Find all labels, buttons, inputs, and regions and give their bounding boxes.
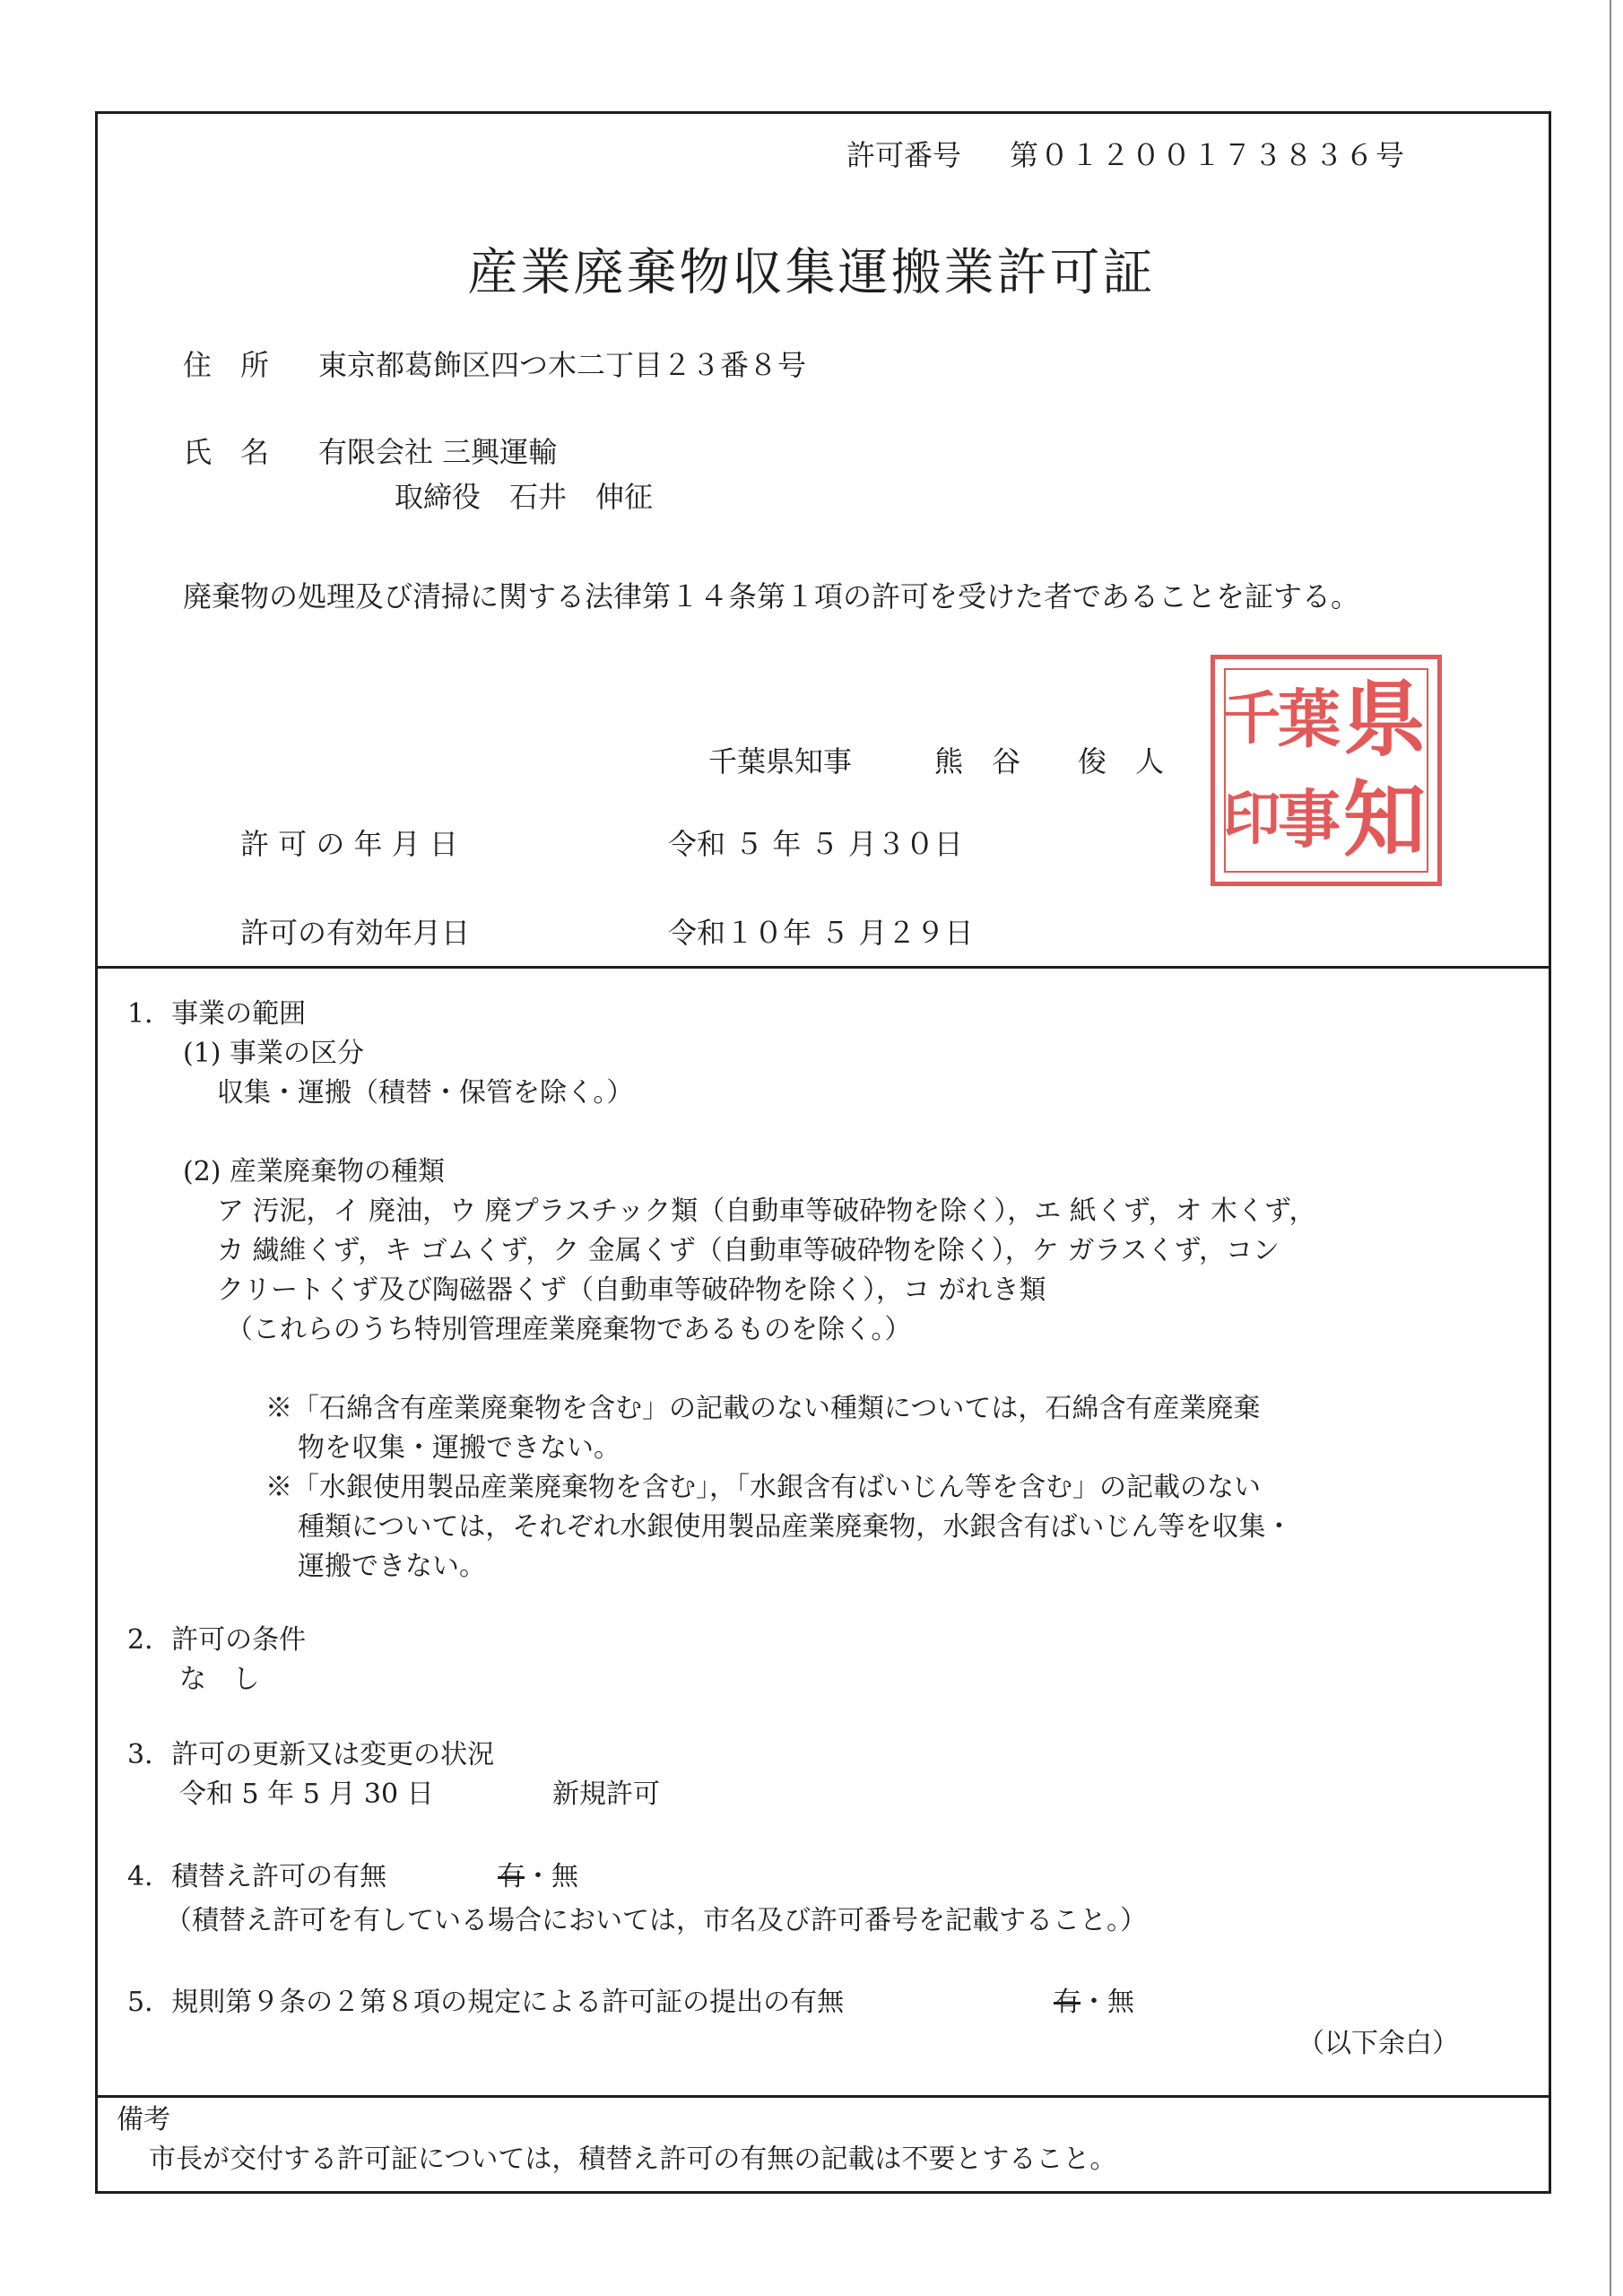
section-3-date: 令和 5 年 5 月 30 日 (179, 1779, 434, 1810)
mercury-note: 種類については，それぞれ水銀使用製品産業廃棄物，水銀含有ばいじん等を収集・ (298, 1511, 1293, 1543)
mercury-note: 運搬できない。 (298, 1551, 486, 1582)
address-label: 住 所 (183, 348, 270, 382)
section-2-title: 2．許可の条件 (127, 1624, 307, 1656)
option-yes-struck: 有 (1054, 1987, 1081, 2018)
section-5-title: 5．規則第９条の２第８項の規定による許可証の提出の有無 (127, 1987, 845, 2018)
permit-number-value: 第０１２００１７３８３６号 (1010, 138, 1407, 172)
waste-types-line: ア 汚泥，イ 廃油，ウ 廃プラスチック類（自動車等破砕物を除く），エ 紙くず，オ 木くず， (217, 1196, 1316, 1227)
section-4-choice (498, 1857, 578, 1897)
section-4-note: （積替え許可を有している場合においては，市名及び許可番号を記載すること。） (165, 1905, 1147, 1936)
option-separator: ・ (1081, 1987, 1107, 2018)
company-name: 有限会社 三興運輸 (318, 435, 558, 469)
upper-lower-divider (95, 966, 1551, 969)
option-no: 無 (551, 1861, 578, 1892)
seal-char: 知 (1342, 771, 1426, 868)
document-title: 産業廃棄物収集運搬業許可証 (467, 244, 1156, 302)
seal-char: 千 (1223, 685, 1280, 752)
remarks-text: 市長が交付する許可証については，積替え許可の有無の記載は不要とすること。 (149, 2144, 1117, 2175)
end-mark: （以下余白） (1298, 2028, 1459, 2059)
representative-name: 取締役 石井 伸征 (395, 480, 654, 514)
option-yes-struck: 有 (498, 1861, 525, 1892)
seal-char: 事 (1278, 782, 1341, 857)
waste-types-line: （これらのうち特別管理産業廃棄物であるものを除く。） (226, 1314, 912, 1345)
asbestos-note: ※「石綿含有産業廃棄物を含む」の記載のない種類については，石綿含有産業廃棄 (265, 1393, 1261, 1424)
valid-until-label: 許可の有効年月日 (240, 916, 471, 950)
waste-types-line: クリートくず及び陶磁器くず（自動車等破砕物を除く），コ がれき類 (217, 1274, 1046, 1306)
name-label: 氏 名 (183, 435, 270, 469)
section-5-choice (1054, 1983, 1134, 2022)
issuer-name: 熊 谷 俊 人 (934, 744, 1165, 778)
seal-char: 県 (1342, 671, 1426, 768)
scan-edge-line (1610, 0, 1611, 2296)
valid-until-value: 令和１０年 ５ 月２９日 (668, 916, 974, 950)
asbestos-note: 物を収集・運搬できない。 (298, 1432, 621, 1464)
waste-types-line: カ 繊維くず，キ ゴムくず，ク 金属くず（自動車等破砕物を除く），ケ ガラスくず，コン (217, 1235, 1280, 1266)
remarks-label: 備考 (117, 2104, 170, 2135)
section-1-sub1-title: (1) 事業の区分 (183, 1038, 365, 1069)
address-value: 東京都葛飾区四つ木二丁目２３番８号 (318, 348, 807, 382)
option-no: 無 (1107, 1987, 1134, 2018)
section-1-title: 1．事業の範囲 (127, 998, 307, 1030)
section-1-sub1-text: 収集・運搬（積替・保管を除く。） (217, 1077, 634, 1109)
remarks-divider (95, 2095, 1551, 2098)
seal-char: 葉 (1278, 682, 1341, 756)
option-separator: ・ (525, 1861, 551, 1892)
section-2-text: な し (179, 1664, 269, 1695)
section-1-sub2-title: (2) 産業廃棄物の種類 (183, 1156, 446, 1187)
certification-statement: 廃棄物の処理及び清掃に関する法律第１４条第１項の許可を受けた者であることを証する。 (183, 579, 1360, 613)
mercury-note: ※「水銀使用製品産業廃棄物を含む」，「水銀含有ばいじん等を含む」の記載のない (265, 1472, 1261, 1503)
section-3-status: 新規許可 (552, 1779, 660, 1810)
issuer-title: 千葉県知事 (708, 744, 853, 778)
section-3-title: 3．許可の更新又は変更の状況 (127, 1739, 495, 1770)
section-4-title: 4．積替え許可の有無 (127, 1861, 387, 1892)
permit-number-label: 許可番号 (846, 138, 962, 172)
official-seal (1211, 655, 1442, 886)
permit-date-label: 許 可 の 年 月 日 (240, 827, 458, 861)
seal-char: 印 (1223, 786, 1280, 853)
permit-date-value: 令和 ５ 年 ５ 月３０日 (668, 827, 963, 861)
